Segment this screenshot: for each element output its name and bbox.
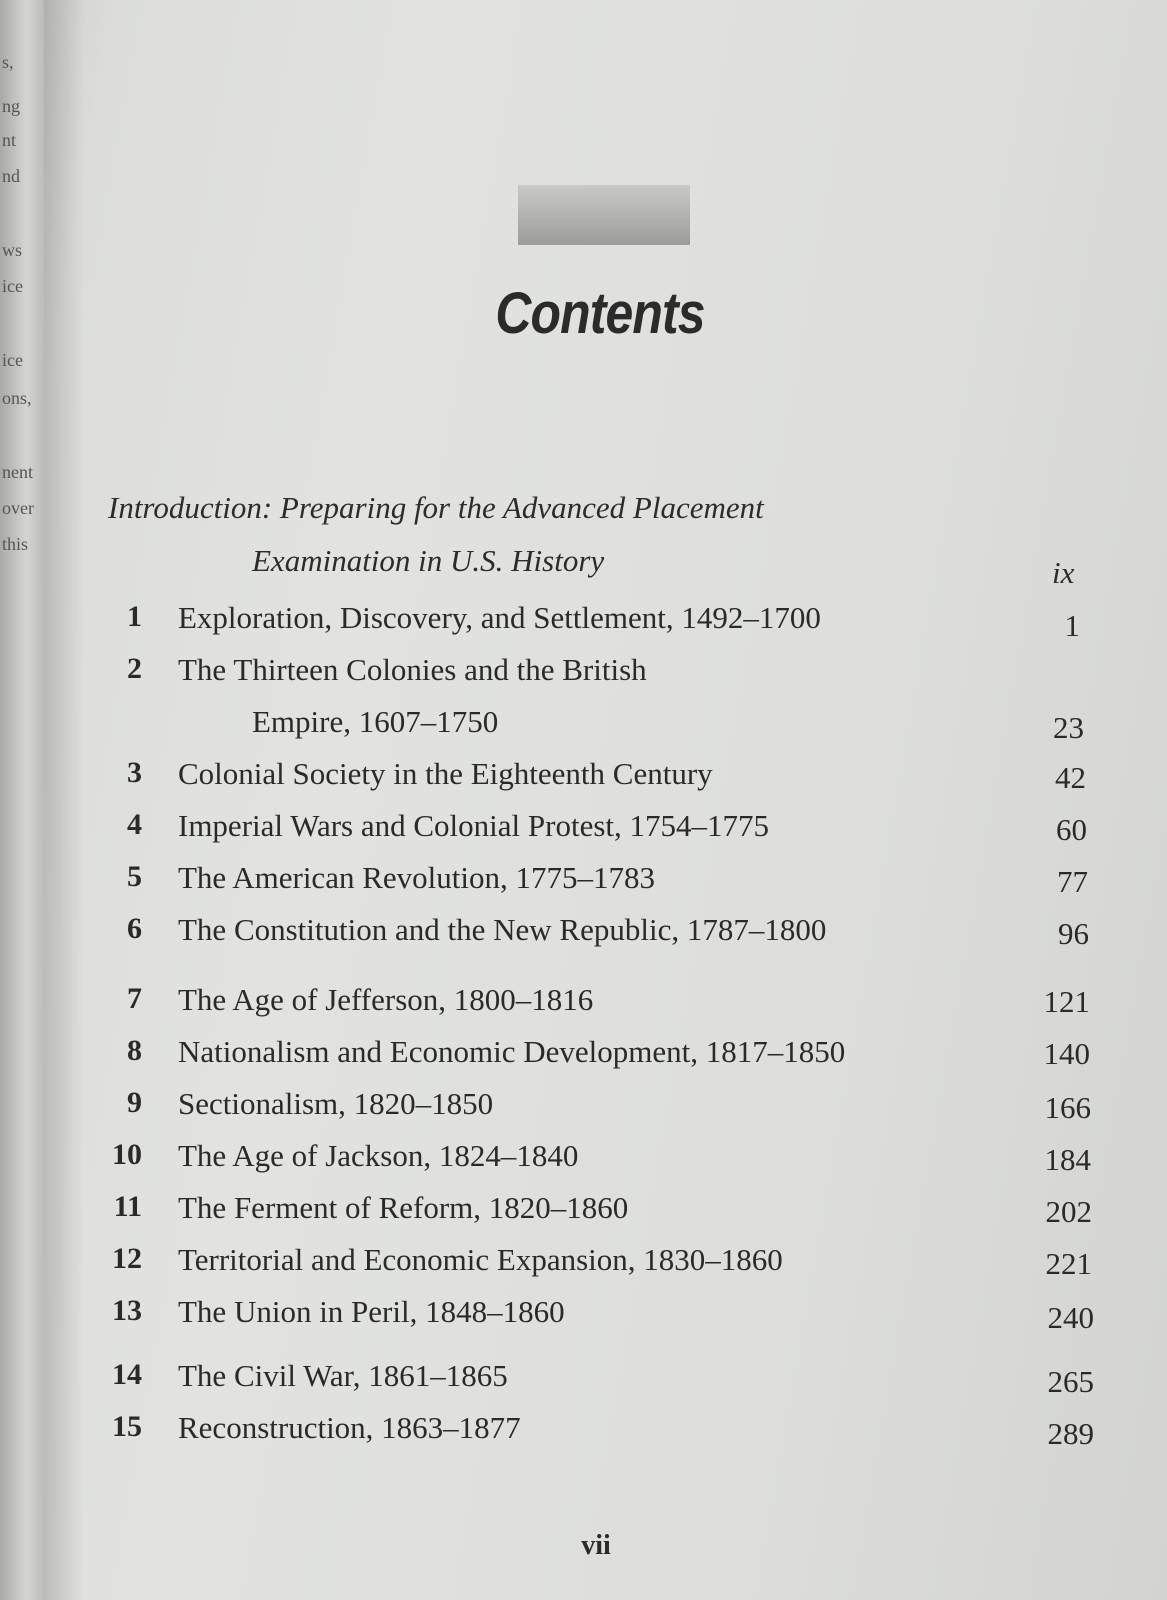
toc-entry	[0, 652, 1167, 752]
chapter-title: The Ferment of Reform, 1820–1860	[178, 1190, 629, 1225]
chapter-page: 77	[1057, 864, 1088, 899]
spine-fragment: nent	[2, 462, 33, 482]
chapter-page: 289	[1047, 1416, 1094, 1451]
chapter-title: Territorial and Economic Expansion, 1830–1860	[178, 1242, 783, 1277]
introduction-page-number: ix	[1052, 555, 1075, 590]
spine-fragment: this	[2, 534, 29, 554]
chapter-page: 184	[1044, 1142, 1091, 1177]
chapter-number: 15	[112, 1410, 142, 1443]
chapter-number: 9	[127, 1086, 142, 1119]
chapter-title: Sectionalism, 1820–1850	[178, 1086, 494, 1121]
chapter-number: 12	[112, 1242, 142, 1275]
chapter-title: The Age of Jackson, 1824–1840	[178, 1138, 579, 1173]
chapter-title: Nationalism and Economic Development, 1817–1850	[178, 1034, 846, 1069]
introduction-title-line1: Introduction: Preparing for the Advanced Placement	[108, 490, 764, 525]
chapter-title: The Constitution and the New Republic, 1787–1800	[178, 912, 827, 947]
toc-entry	[0, 982, 1167, 1030]
toc-entry	[0, 1138, 1167, 1186]
chapter-page: 265	[1047, 1364, 1094, 1399]
toc-entry	[0, 1190, 1167, 1238]
chapter-page: 221	[1045, 1246, 1092, 1281]
toc-entry	[0, 1294, 1167, 1342]
chapter-title: The Thirteen Colonies and the British	[178, 652, 647, 687]
spine-fragment: ws	[2, 240, 23, 260]
chapter-page: 121	[1043, 984, 1090, 1019]
page-title: Contents	[495, 281, 705, 346]
chapter-page: 140	[1043, 1036, 1090, 1071]
chapter-page: 42	[1055, 760, 1086, 795]
chapter-title: The Age of Jefferson, 1800–1816	[178, 982, 594, 1017]
spine-fragment: ng	[2, 96, 20, 116]
chapter-title-continuation: Empire, 1607–1750	[252, 704, 499, 739]
chapter-page: 60	[1056, 812, 1087, 847]
toc-entry	[0, 912, 1167, 960]
toc-entry	[0, 1242, 1167, 1290]
chapter-number: 11	[113, 1190, 142, 1223]
chapter-page: 1	[1064, 608, 1080, 643]
chapter-title: Reconstruction, 1863–1877	[178, 1410, 521, 1445]
toc-entry	[0, 1034, 1167, 1082]
spine-fragment: nd	[2, 166, 20, 186]
chapter-page: 240	[1047, 1300, 1094, 1335]
spine-fragment: ice	[2, 276, 23, 296]
chapter-number: 8	[127, 1034, 142, 1067]
toc-entry	[0, 1086, 1167, 1134]
chapter-number: 5	[127, 860, 142, 893]
toc-entry	[0, 1358, 1167, 1406]
chapter-number: 7	[127, 982, 142, 1015]
header-gray-block	[518, 185, 690, 245]
spine-fragment: ice	[2, 350, 23, 370]
chapter-title: Imperial Wars and Colonial Protest, 1754–1775	[178, 808, 770, 843]
chapter-title: Exploration, Discovery, and Settlement, 1492–1700	[178, 600, 821, 635]
chapter-number: 6	[127, 912, 142, 945]
chapter-number: 14	[112, 1358, 142, 1391]
chapter-number: 4	[127, 808, 142, 841]
chapter-page: 166	[1044, 1090, 1091, 1125]
chapter-title: The American Revolution, 1775–1783	[178, 860, 655, 895]
page-number-folio: vii	[581, 1530, 611, 1561]
toc-entry	[0, 860, 1167, 908]
toc-entry	[0, 1410, 1167, 1458]
chapter-title: The Union in Peril, 1848–1860	[178, 1294, 565, 1329]
chapter-title: Colonial Society in the Eighteenth Century	[178, 756, 713, 791]
chapter-number: 2	[127, 652, 142, 685]
toc-entry	[0, 600, 1167, 648]
spine-fragment: over	[2, 498, 34, 518]
spine-fragment: ons,	[2, 388, 32, 408]
chapter-number: 3	[127, 756, 142, 789]
chapter-page: 202	[1045, 1194, 1092, 1229]
introduction-title-line2: Examination in U.S. History	[252, 543, 605, 578]
spine-fragment: s,	[2, 52, 14, 72]
chapter-number: 1	[127, 600, 142, 633]
toc-entry	[0, 756, 1167, 804]
chapter-page: 23	[1053, 710, 1084, 745]
chapter-number: 13	[112, 1294, 142, 1327]
chapter-number: 10	[112, 1138, 142, 1171]
toc-entry	[0, 808, 1167, 856]
chapter-page: 96	[1058, 916, 1089, 951]
spine-fragment: nt	[2, 130, 17, 150]
chapter-title: The Civil War, 1861–1865	[178, 1358, 508, 1393]
